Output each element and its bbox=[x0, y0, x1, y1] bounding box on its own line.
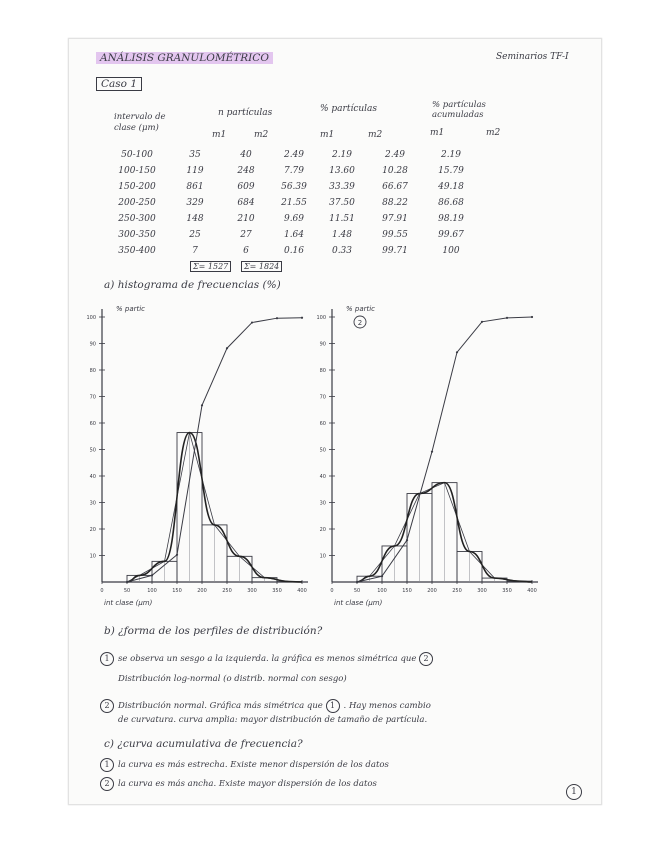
x-tick-label: 150 bbox=[172, 588, 182, 594]
cumulative-point bbox=[381, 575, 383, 577]
cumulative-point bbox=[301, 317, 303, 319]
sub-m1-pct: m1 bbox=[320, 130, 335, 140]
section-b-question: b) ¿forma de los perfiles de distribución? bbox=[104, 625, 323, 637]
cumulative-point bbox=[456, 351, 458, 353]
x-tick-label: 400 bbox=[527, 588, 537, 594]
sub-m1-count: m1 bbox=[212, 130, 227, 140]
y-tick-label: 30 bbox=[319, 500, 326, 507]
cumulative-point bbox=[356, 581, 358, 583]
table-cell-c2: 49.18 bbox=[438, 182, 464, 192]
y-axis-label: % partic bbox=[116, 305, 146, 313]
table-cell-p2: 33.39 bbox=[329, 182, 355, 192]
table-cell-n1: 861 bbox=[186, 182, 204, 192]
table-cell-p2: 37.50 bbox=[329, 198, 355, 208]
cumulative-point bbox=[226, 347, 228, 349]
header-cumulative: % partículas acumuladas bbox=[432, 100, 486, 120]
header-count: n partículas bbox=[218, 108, 273, 118]
table-cell-interval: 50-100 bbox=[121, 150, 153, 160]
x-tick-label: 350 bbox=[272, 588, 282, 594]
section-b-answer-1-line-1: 1 se observa un sesgo a la izquierda. la gráfica es menos simétrica que 2 bbox=[100, 652, 437, 666]
course-label: Seminarios TF-I bbox=[496, 52, 569, 62]
table-cell-interval: 200-250 bbox=[118, 198, 156, 208]
table-cell-n2: 27 bbox=[240, 230, 252, 240]
table-row bbox=[108, 195, 476, 211]
histogram-chart-1 bbox=[80, 295, 320, 615]
sub-m2-pct: m2 bbox=[368, 130, 383, 140]
table-cell-n1: 7 bbox=[192, 246, 198, 256]
table-cell-n1: 329 bbox=[186, 198, 204, 208]
table-row bbox=[108, 179, 476, 195]
x-tick-label: 50 bbox=[123, 588, 131, 594]
table-cell-n1: 119 bbox=[186, 166, 204, 176]
table-cell-interval: 300-350 bbox=[118, 230, 156, 240]
table-cell-p2: 0.33 bbox=[331, 246, 353, 256]
section-b-answer-1-line-2: Distribución log-normal (o distrib. normal con sesgo) bbox=[118, 674, 347, 684]
sub-m2-cum: m2 bbox=[486, 128, 501, 138]
table-cell-p1: 2.49 bbox=[283, 150, 305, 160]
table-cell-c2: 2.19 bbox=[440, 150, 462, 160]
table-cell-p1: 9.69 bbox=[283, 214, 305, 224]
table-cell-c2: 98.19 bbox=[438, 214, 464, 224]
x-tick-label: 0 bbox=[100, 588, 104, 594]
y-tick-label: 20 bbox=[319, 527, 326, 533]
y-tick-label: 70 bbox=[319, 394, 326, 401]
table-cell-n1: 148 bbox=[186, 214, 204, 224]
table-row bbox=[108, 147, 476, 163]
sub-m1-cum: m1 bbox=[430, 128, 445, 138]
header-percent: % partículas bbox=[320, 104, 378, 114]
table-cell-p2: 11.51 bbox=[329, 214, 355, 224]
table-cell-p1: 7.79 bbox=[283, 166, 305, 176]
table-row bbox=[108, 243, 476, 259]
y-tick-label: 40 bbox=[319, 474, 326, 480]
table-cell-n2: 6 bbox=[243, 246, 249, 256]
table-cell-c1: 2.49 bbox=[384, 150, 406, 160]
cumulative-point bbox=[176, 554, 178, 556]
x-tick-label: 350 bbox=[502, 588, 512, 594]
y-tick-label: 60 bbox=[89, 421, 96, 427]
y-tick-label: 100 bbox=[86, 315, 96, 321]
y-tick-label: 80 bbox=[89, 368, 96, 374]
x-tick-label: 0 bbox=[330, 588, 334, 594]
table-cell-n2: 210 bbox=[237, 214, 255, 224]
cumulative-point bbox=[276, 317, 278, 319]
table-cell-n1: 35 bbox=[189, 150, 201, 160]
y-tick-label: 90 bbox=[89, 341, 96, 348]
y-tick-label: 40 bbox=[89, 474, 96, 480]
table-row bbox=[108, 211, 476, 227]
sum-m2: Σ= 1824 bbox=[241, 261, 282, 272]
table-cell-c2: 99.67 bbox=[438, 230, 464, 240]
cumulative-point bbox=[531, 316, 533, 318]
table-cell-c1: 88.22 bbox=[382, 198, 408, 208]
y-tick-label: 80 bbox=[319, 368, 326, 374]
table-cell-c1: 97.91 bbox=[382, 214, 408, 224]
table-cell-c2: 15.79 bbox=[438, 166, 464, 176]
table-cell-interval: 350-400 bbox=[118, 246, 156, 256]
header-interval: intervalo de clase (μm) bbox=[114, 112, 166, 133]
table-cell-p2: 13.60 bbox=[329, 166, 355, 176]
table-cell-n2: 684 bbox=[237, 198, 255, 208]
table-cell-interval: 250-300 bbox=[118, 214, 156, 224]
section-a-title: a) histograma de frecuencias (%) bbox=[104, 279, 281, 291]
x-tick-label: 400 bbox=[297, 588, 307, 594]
sub-m2-count: m2 bbox=[254, 130, 269, 140]
cumulative-point bbox=[431, 451, 433, 453]
table-cell-c1: 99.55 bbox=[382, 230, 408, 240]
section-c-answer-2: 2 la curva es más ancha. Existe mayor dispersión de los datos bbox=[100, 777, 377, 791]
section-c-question: c) ¿curva acumulativa de frecuencia? bbox=[104, 738, 303, 750]
x-tick-label: 100 bbox=[147, 588, 157, 594]
table-cell-c1: 66.67 bbox=[382, 182, 408, 192]
table-cell-p1: 21.55 bbox=[281, 198, 307, 208]
table-cell-c2: 100 bbox=[442, 246, 460, 256]
x-tick-label: 100 bbox=[377, 588, 387, 594]
cumulative-point bbox=[126, 581, 128, 583]
table-cell-n2: 40 bbox=[240, 150, 252, 160]
y-tick-label: 20 bbox=[89, 527, 96, 533]
cumulative-point bbox=[251, 321, 253, 323]
section-c-answer-1: 1 la curva es más estrecha. Existe menor dispersión de los datos bbox=[100, 758, 389, 772]
histogram-chart-2 bbox=[310, 295, 550, 615]
x-axis-label: int clase (μm) bbox=[104, 599, 153, 607]
y-axis-label: % partic bbox=[346, 305, 376, 313]
y-tick-label: 30 bbox=[89, 500, 96, 507]
cumulative-point bbox=[506, 317, 508, 319]
x-tick-label: 150 bbox=[402, 588, 412, 594]
table-cell-p2: 2.19 bbox=[331, 150, 353, 160]
page-title: ANÁLISIS GRANULOMÉTRICO bbox=[96, 52, 273, 64]
table-cell-interval: 100-150 bbox=[118, 166, 156, 176]
x-tick-label: 300 bbox=[477, 588, 487, 594]
table-cell-n2: 609 bbox=[237, 182, 255, 192]
granulometry-table bbox=[108, 147, 476, 259]
x-tick-label: 300 bbox=[247, 588, 257, 594]
y-tick-label: 60 bbox=[319, 421, 326, 427]
y-tick-label: 100 bbox=[316, 315, 326, 321]
x-tick-label: 250 bbox=[452, 588, 462, 594]
y-tick-label: 10 bbox=[319, 553, 326, 560]
table-cell-c2: 86.68 bbox=[438, 198, 464, 208]
page-number: 1 bbox=[566, 784, 582, 800]
table-cell-n2: 248 bbox=[237, 166, 255, 176]
x-tick-label: 200 bbox=[197, 588, 207, 594]
table-row bbox=[108, 163, 476, 179]
cumulative-point bbox=[151, 574, 153, 576]
sum-m1: Σ= 1527 bbox=[190, 261, 231, 272]
table-cell-c1: 10.28 bbox=[382, 166, 408, 176]
table-cell-p2: 1.48 bbox=[331, 230, 353, 240]
y-tick-label: 50 bbox=[319, 447, 326, 454]
section-b-answer-2-line-2: de curvatura. curva amplia: mayor distribución de tamaño de partícula. bbox=[118, 715, 428, 725]
case-label: Caso 1 bbox=[96, 78, 142, 90]
table-row bbox=[108, 227, 476, 243]
y-tick-label: 50 bbox=[89, 447, 96, 454]
cumulative-point bbox=[201, 404, 203, 406]
table-cell-p1: 56.39 bbox=[281, 182, 307, 192]
table-cell-interval: 150-200 bbox=[118, 182, 156, 192]
x-axis-label: int clase (μm) bbox=[334, 599, 383, 607]
cumulative-point bbox=[406, 539, 408, 541]
section-b-answer-2-line-1: 2 Distribución normal. Gráfica más simétrica que 1 . Hay menos cambio bbox=[100, 699, 431, 713]
table-cell-p1: 1.64 bbox=[283, 230, 305, 240]
y-tick-label: 10 bbox=[89, 553, 96, 560]
chart-number: 2 bbox=[357, 319, 363, 327]
x-tick-label: 250 bbox=[222, 588, 232, 594]
x-tick-label: 50 bbox=[353, 588, 361, 594]
y-tick-label: 70 bbox=[89, 394, 96, 401]
table-cell-c1: 99.71 bbox=[382, 246, 408, 256]
x-tick-label: 200 bbox=[427, 588, 437, 594]
cumulative-point bbox=[481, 321, 483, 323]
y-tick-label: 90 bbox=[319, 341, 326, 348]
table-cell-n1: 25 bbox=[189, 230, 201, 240]
table-cell-p1: 0.16 bbox=[283, 246, 305, 256]
